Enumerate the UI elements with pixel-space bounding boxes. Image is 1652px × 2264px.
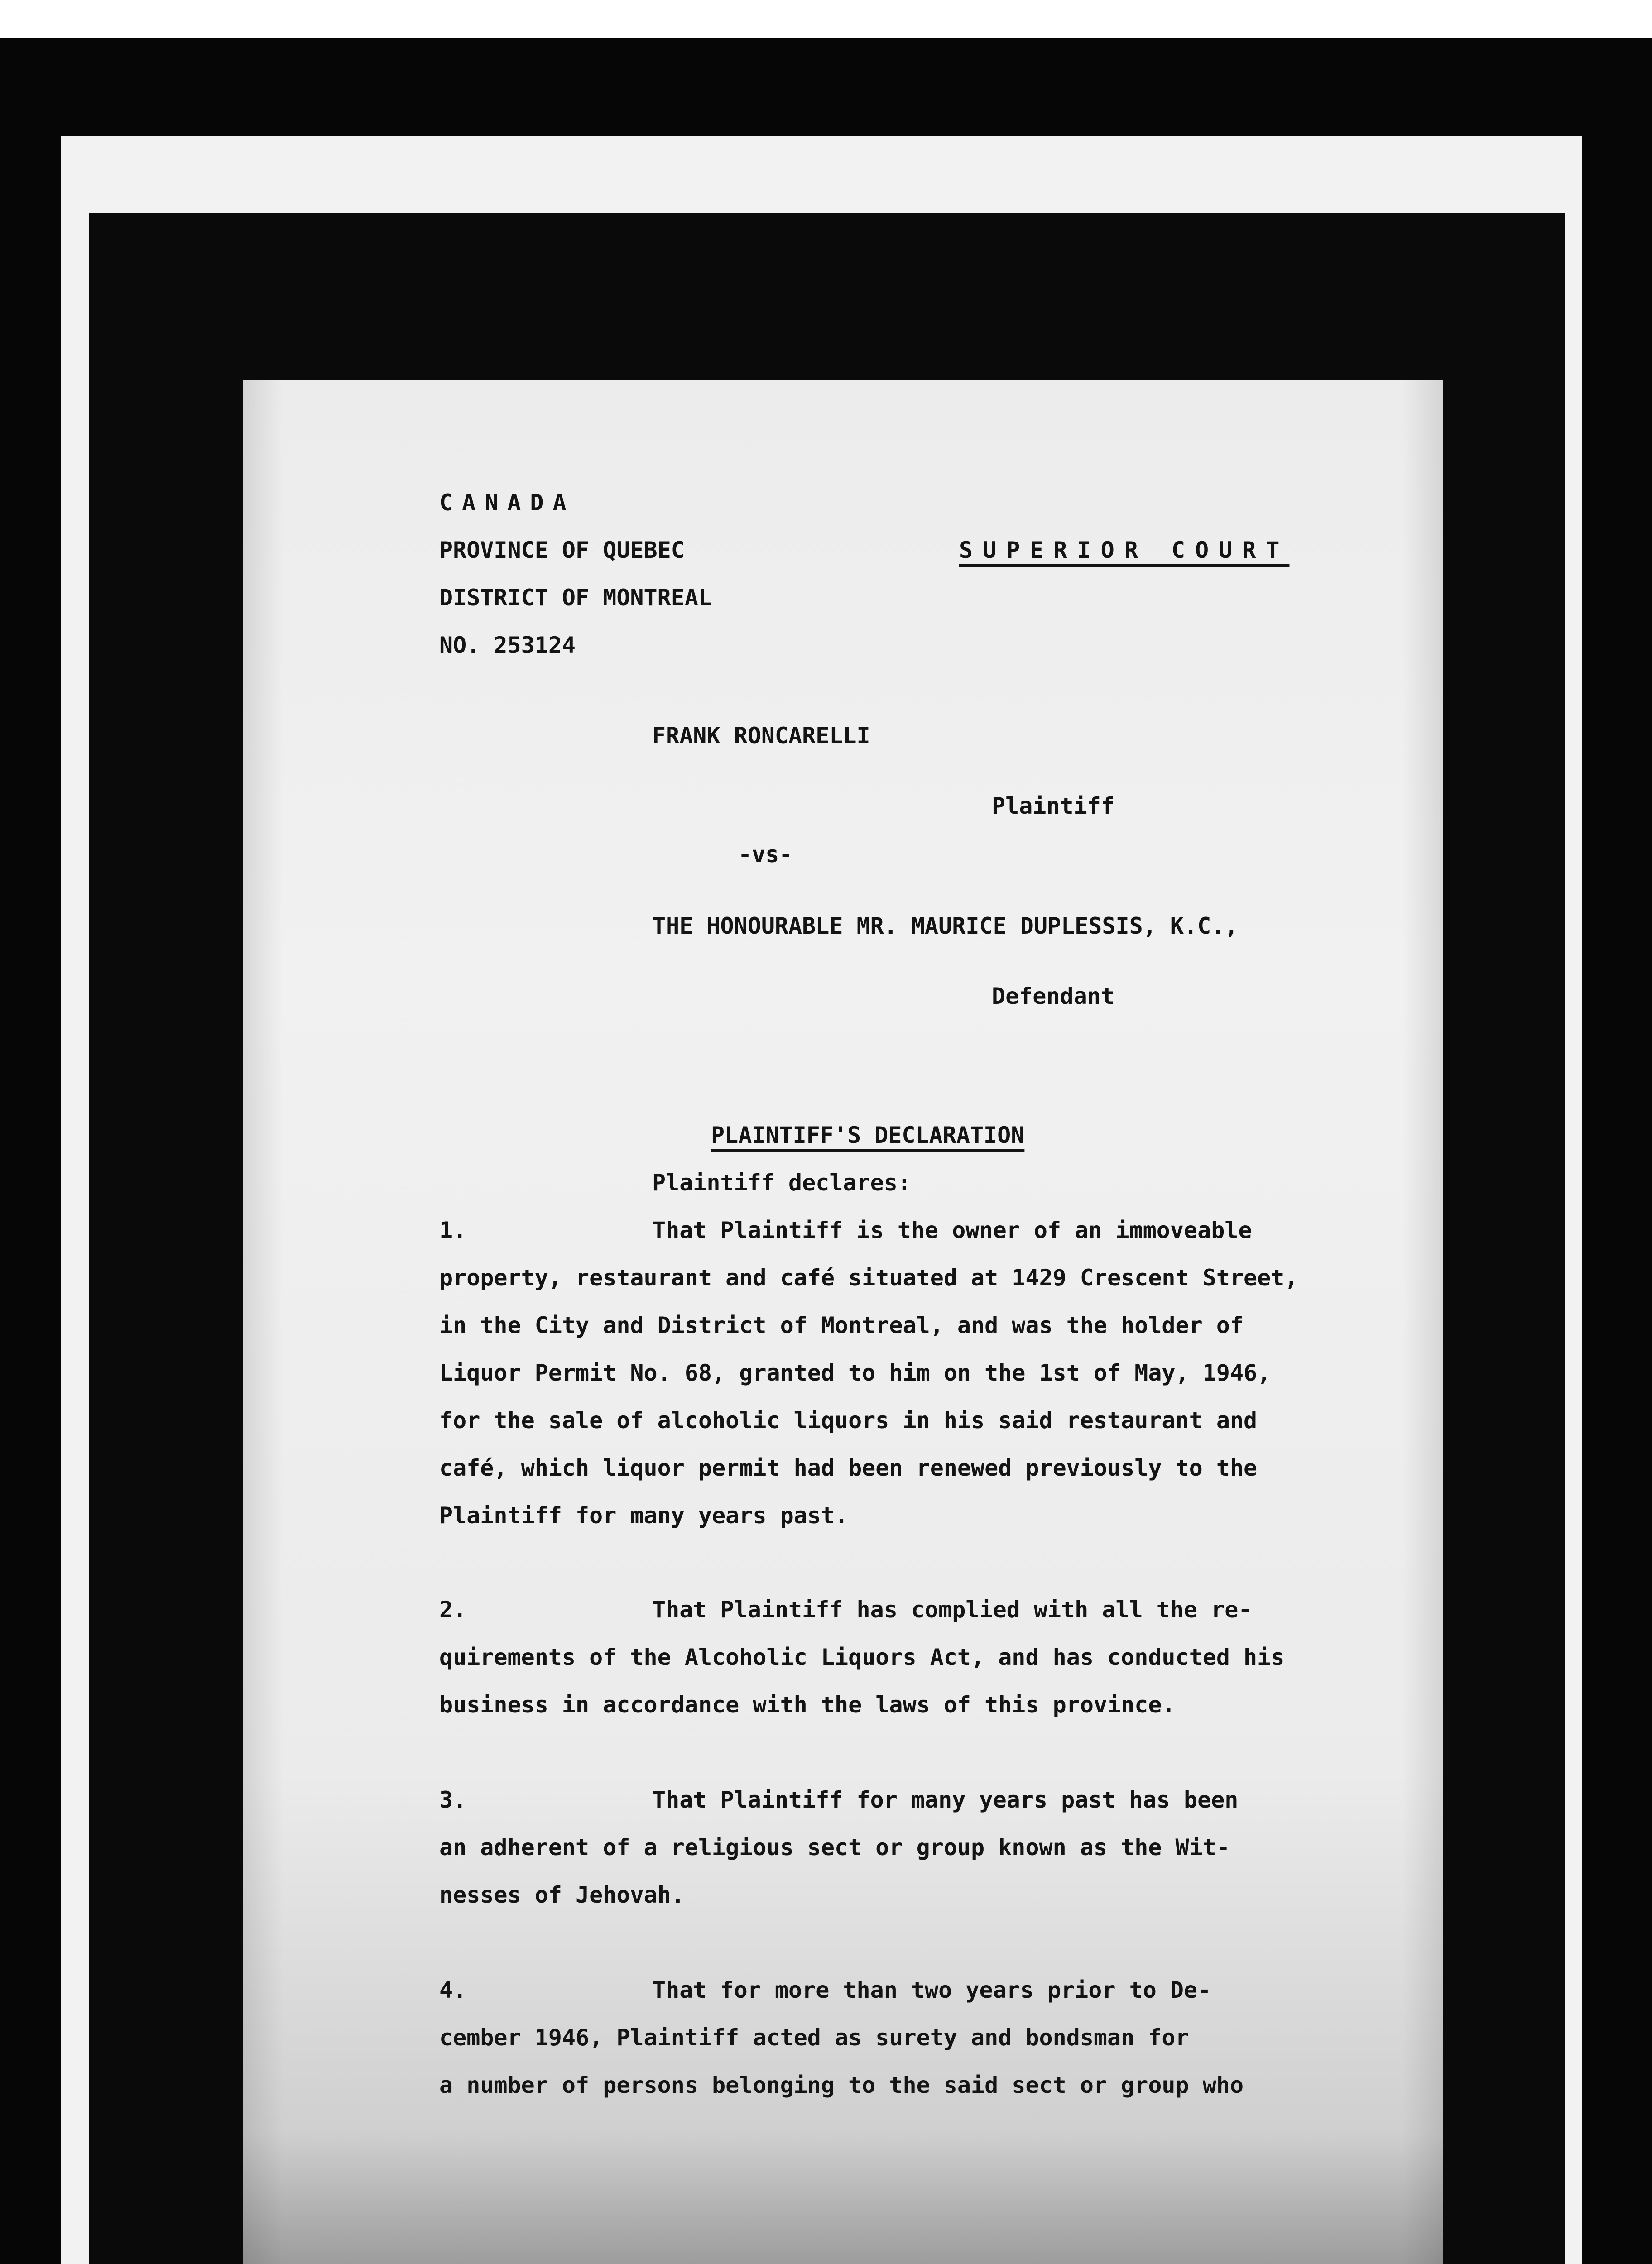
paragraph-line: That Plaintiff is the owner of an immoveable [652,1217,1252,1243]
defendant-role: Defendant [992,983,1114,1009]
paragraph-line: quirements of the Alcoholic Liquors Act, and has conducted his [439,1644,1285,1670]
paragraph-line: café, which liquor permit had been renewed previously to the [439,1455,1258,1481]
header-case-number: NO. 253124 [439,632,576,658]
paragraph-line: That Plaintiff for many years past has been [652,1787,1239,1813]
paragraph-line: cember 1946, Plaintiff acted as surety and bondsman for [439,2024,1189,2051]
header-country: CANADA [439,489,576,516]
paragraph-line: nesses of Jehovah. [439,1882,685,1908]
declaration-title: PLAINTIFF'S DECLARATION [711,1122,1025,1148]
paragraph-number: 3. [439,1787,467,1813]
paragraph-line: Liquor Permit No. 68, granted to him on the 1st of May, 1946, [439,1360,1271,1386]
paragraph-line: in the City and District of Montreal, and was the holder of [439,1312,1244,1338]
paragraph-line: Plaintiff for many years past. [439,1502,849,1529]
header-court: SUPERIOR COURT [959,537,1290,563]
page-shadow-left [243,380,283,2264]
paragraph-number: 1. [439,1217,467,1243]
plaintiff-name: FRANK RONCARELLI [652,723,870,749]
plaintiff-role: Plaintiff [992,793,1114,819]
page-shadow-right [1402,380,1443,2264]
paragraph-number: 4. [439,1977,467,2003]
paragraph-line: That for more than two years prior to De- [652,1977,1211,2003]
paragraph-line: an adherent of a religious sect or group known as the Wit- [439,1834,1230,1861]
versus: -vs- [738,841,793,868]
paragraph-line: business in accordance with the laws of this province. [439,1692,1176,1718]
document-page [243,380,1443,2264]
header-province: PROVINCE OF QUEBEC [439,537,685,563]
declaration-intro: Plaintiff declares: [652,1170,911,1196]
defendant-name: THE HONOURABLE MR. MAURICE DUPLESSIS, K.C., [652,913,1239,939]
paragraph-number: 2. [439,1597,467,1623]
header-district: DISTRICT OF MONTREAL [439,585,712,611]
paragraph-line: That Plaintiff has complied with all the re- [652,1597,1252,1623]
paragraph-line: for the sale of alcoholic liquors in his said restaurant and [439,1407,1258,1434]
paragraph-line: a number of persons belonging to the said sect or group who [439,2072,1244,2098]
paragraph-line: property, restaurant and café situated at 1429 Crescent Street, [439,1265,1298,1291]
